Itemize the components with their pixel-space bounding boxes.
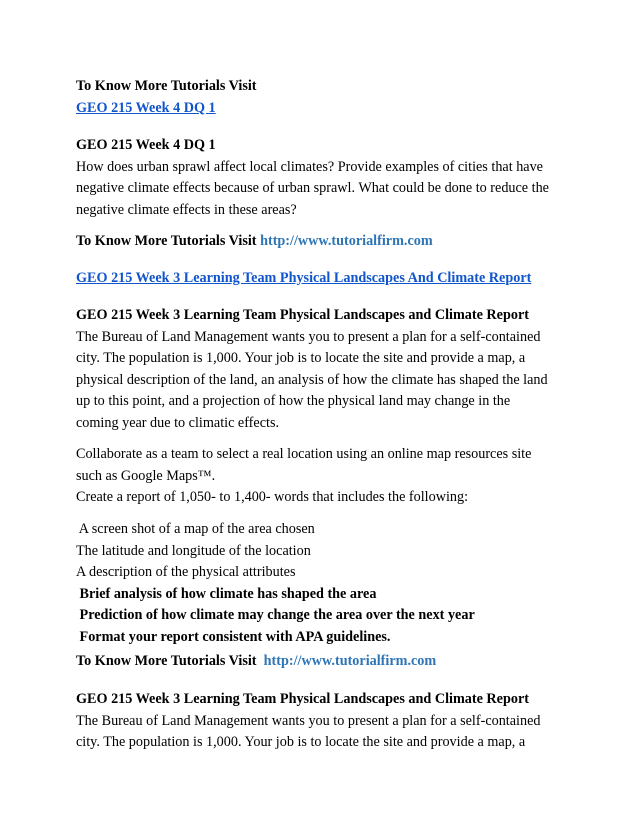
list-item: Format your report consistent with APA guidelines.	[76, 628, 391, 645]
dq-line: negative climate effects in these areas?	[76, 201, 297, 218]
visit-label: To Know More Tutorials Visit	[76, 78, 257, 94]
report-line: up to this point, and a projection of how the physical land may change in the	[76, 393, 511, 410]
header-block	[76, 76, 576, 119]
report-title: GEO 215 Week 3 Learning Team Physical Landscapes and Climate Report	[76, 307, 529, 323]
visit-label: To Know More Tutorials Visit	[76, 233, 257, 249]
list-item: A screen shot of a map of the area chosen	[76, 521, 315, 537]
list-item: Prediction of how climate may change the area over the next year	[76, 607, 475, 624]
report-line: coming year due to climatic effects.	[76, 414, 280, 431]
report-line: physical description of the land, an analysis of how the climate has shaped the land	[76, 371, 548, 388]
report-section	[76, 305, 576, 435]
requirements-list	[76, 519, 576, 649]
list-item: Brief analysis of how climate has shaped the area	[76, 585, 377, 602]
dq-title: GEO 215 Week 4 DQ 1	[76, 137, 216, 153]
report-link[interactable]: GEO 215 Week 3 Learning Team Physical Landscapes And Climate Report	[76, 270, 532, 286]
report-line: The Bureau of Land Management wants you to present a plan for a self-contained	[76, 712, 541, 729]
collab-line: such as Google Maps™.	[76, 467, 216, 484]
collab-block	[76, 444, 576, 509]
dq-link[interactable]: GEO 215 Week 4 DQ 1	[76, 99, 216, 116]
report-title: GEO 215 Week 3 Learning Team Physical Landscapes and Climate Report	[76, 691, 529, 707]
report-line: The Bureau of Land Management wants you to present a plan for a self-contained	[76, 328, 541, 345]
report-line: city. The population is 1,000. Your job is to locate the site and provide a map, a	[76, 734, 526, 751]
list-item: A description of the physical attributes	[76, 564, 296, 581]
report-section-2	[76, 689, 576, 754]
visit-block-2	[76, 651, 576, 673]
tutorialfirm-url[interactable]: http://www.tutorialfirm.com	[260, 233, 433, 249]
list-item: The latitude and longitude of the location	[76, 542, 311, 559]
report-line: city. The population is 1,000. Your job is to locate the site and provide a map, a	[76, 350, 526, 367]
collab-line: Collaborate as a team to select a real location using an online map resources site	[76, 446, 532, 462]
dq-section	[76, 135, 576, 221]
visit-label: To Know More Tutorials Visit	[76, 653, 257, 669]
dq-line: How does urban sprawl affect local climates? Provide examples of cities that have	[76, 158, 543, 175]
collab-line: Create a report of 1,050- to 1,400- words that includes the following:	[76, 489, 469, 506]
visit-block-1	[76, 231, 576, 253]
report-link-block	[76, 268, 576, 290]
tutorialfirm-url[interactable]: http://www.tutorialfirm.com	[263, 653, 437, 669]
dq-line: negative climate effects because of urban sprawl. What could be done to reduce the	[76, 180, 549, 197]
